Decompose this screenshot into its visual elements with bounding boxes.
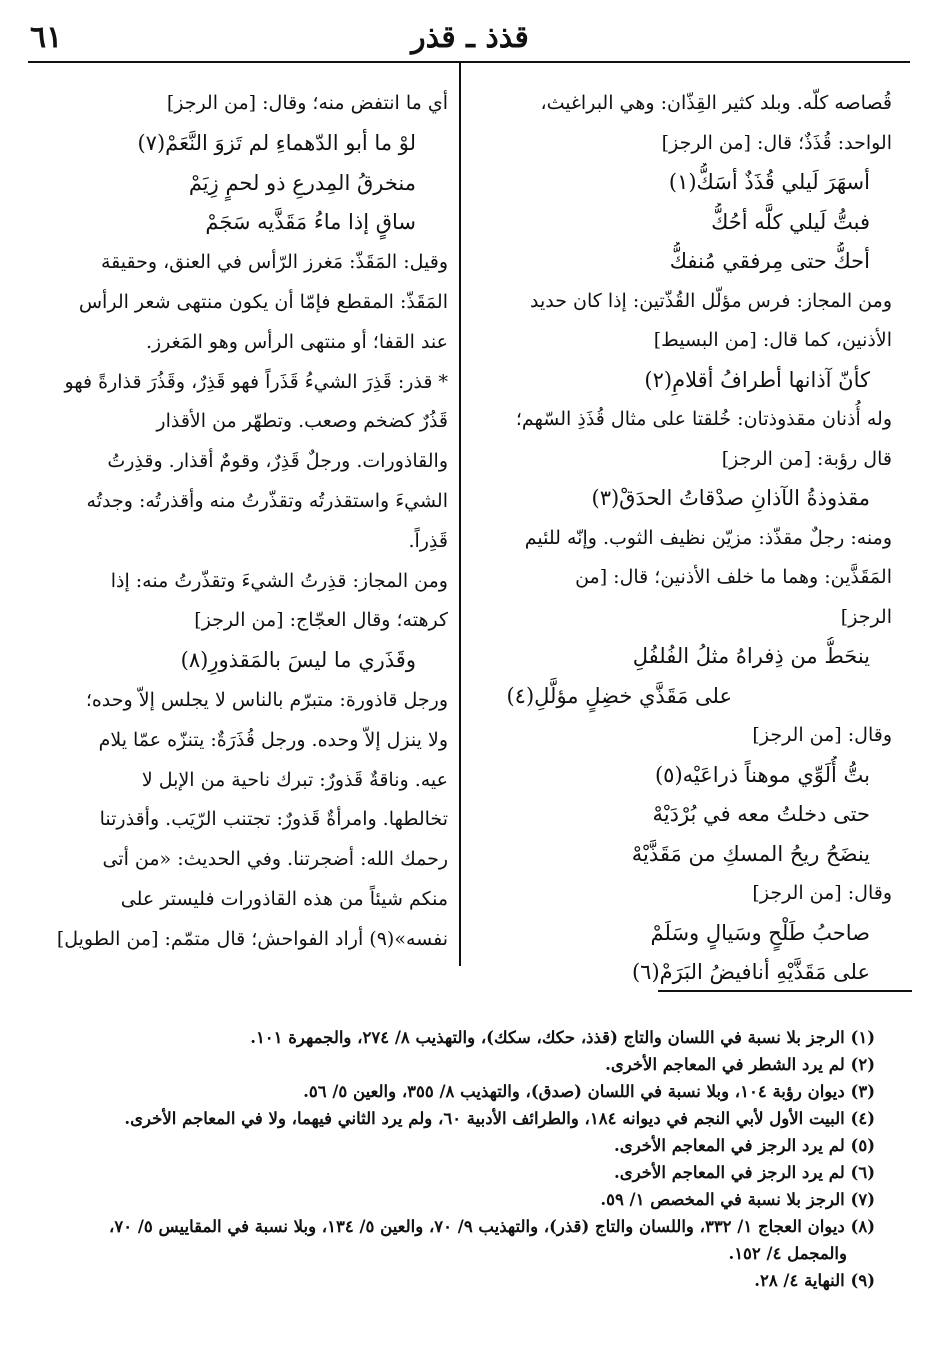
text-line: ومنه: رجلٌ مقذّذ: مزيّن نظيف الثوب. وإنّه للئيم [524,526,892,549]
text-line: الأذنين، كما قال: [من البسيط] [653,329,892,351]
footnote: (٣) ديوان رؤبة ١٠٤، وبلا نسبة في اللسان (صدق)، والتهذيب ٨/ ٣٥٥، والعين ٥/ ٥٦. [303,1082,875,1101]
verse-line: وقَذَري ما ليسَ بالمَقذورِ(٨) [180,648,416,673]
text-line: وقال: [من الرجز] [752,882,892,904]
footnote: (٦) لم يرد الرجز في المعاجم الأخرى. [614,1163,875,1182]
left-column [40,84,448,960]
text-line: رحمك الله: أضجرتنا. وفي الحديث: «من أتى [102,848,448,871]
text-line: قال رؤبة: [من الرجز] [721,447,892,470]
text-line: وقيل: المَقَذّ: مَغرز الرّأس في العنق، وحقيقة [100,251,448,274]
verse-line: صاحبُ طَلْحٍ وسَيالٍ وسَلَمْ [650,920,870,945]
verse-line: منخرقُ المِدرعِ ذو لحمٍ زِيَمْ [188,170,416,195]
text-line: عند القفا؛ أو منتهى الرأس وهو المَغرز. [145,330,448,353]
verse-line: مقذوذةُ الآذانِ صدْقاتُ الحدَقْ(٣) [591,486,870,510]
text-line: قَذُرٌ كضخم وصعب. وتطهّر من الأقذار [156,410,448,433]
page-header [30,16,910,60]
running-head: قذذ ـ قذر [411,20,529,55]
footnote: (٨) ديوان العجاج ١/ ٣٣٢، واللسان والتاج (قذر)، والتهذيب ٩/ ٧٠، والعين ٥/ ١٣٤، وبلا نسبة في المقاييس ٥/ ٧٠، [109,1217,875,1236]
footnote: (٤) البيت الأول لأبي النجم في ديوانه ١٨٤، والطرائف الأدبية ٦٠، ولم يرد الثاني فيهما، ولا في المعاجم الأخرى. [124,1109,875,1128]
verse-line: بتُّ أُلَوِّي موهناً ذراعَيْه(٥) [654,762,870,787]
text-line: المَقَذّ: المقطع فإمّا أن يكون منتهى شعر الرأس [78,290,448,313]
footnote-continuation: والمجمل ٤/ ١٥٢. [728,1244,847,1263]
right-column [476,84,892,993]
text-line: نفسه»(٩) أراد الفواحش؛ قال متمّم: [من الطويل] [56,927,448,950]
verse-line: حتى دخلتُ معه في بُرْدَيْهْ [652,802,870,826]
verse-line: ينحَطُّ من ذِفراهُ مثلُ الفُلفُلِ [632,644,870,668]
text-line: قَذِراً. [408,529,448,552]
text-line: وله أُذنان مقذوذتان: خُلقتا على مثال قُذَذِ السّهم؛ [515,408,892,430]
text-line: الرجز] [840,605,892,628]
text-line: أي ما انتفض منه؛ وقال: [من الرجز] [166,92,448,114]
verse-line: كأنّ آذانها أطرافُ أقلامِ(٢) [644,367,870,392]
header-rule [28,61,910,63]
column-divider [459,62,461,966]
text-line: ومن المجاز: فرس مؤلّل القُذّتين: إذا كان حديد [529,289,892,312]
verse-line: فبتُّ لَيلي كلَّه أحُكُّ [711,209,870,234]
verse-line: أحكُّ حتى مِرفقي مُنفكُّ [669,249,870,273]
verse-line: على مَقَذَّي خضِلٍ مؤلَّلِ(٤) [506,683,732,708]
text-line: المَقَذَّين: وهما ما خلف الأذنين؛ قال: [من [575,566,892,588]
text-line: ومن المجاز: قذِرتُ الشيءَ وتقذّرتُ منه: إذا [110,569,448,592]
text-line: عيه. وناقةٌ قَذورٌ: تبرك ناحية من الإبل لا [141,768,448,791]
footnote: (٧) الرجز بلا نسبة في المخصص ١/ ٥٩. [600,1190,875,1209]
footnote: (٥) لم يرد الرجز في المعاجم الأخرى. [614,1136,875,1155]
verse-line: ينضَحُ ريحُ المسكِ من مَقَذَّيْهْ [631,841,870,866]
text-line: الواحد: قُذَذٌ؛ قال: [من الرجز] [661,131,892,154]
text-line: الشيءَ واستقذرتُه وتقذّرتُ منه وأقذرتُه: وجدتُه [86,489,448,512]
text-line: قُصاصه كلّه. وبلد كثير القِذّان: وهي البراغيث، [540,92,892,114]
verse-line: ساقٍ إذا ماءُ مَقَذَّيه سَجَمْ [205,210,416,235]
entry-heading-line: * قذر: قَذِرَ الشيءُ قَذَراً فهو قَذِرٌ، وقَذُرَ قذارةً فهو [64,370,448,393]
verse-line: أسهَرَ لَيلي قُذَذٌ أسَكُّ(١) [668,170,870,194]
text-line: كرهته؛ وقال العجّاج: [من الرجز] [194,609,448,632]
text-line: ورجل قاذورة: متبرّم بالناس لا يجلس إلاّ وحده؛ [85,688,448,711]
footnote: (٢) لم يرد الشطر في المعاجم الأخرى. [605,1055,875,1074]
footnote-rule [658,990,912,992]
text-line: ولا ينزل إلاّ وحده. ورجل قُذَرَةٌ: يتنزّه عمّا يلام [98,728,448,751]
verse-line: لوْ ما أبو الدّهماءِ لم تَزوَ النَّعَمْ(٧) [137,130,416,155]
text-line: منكم شيئاً من هذه القاذورات فليستر على [120,887,448,910]
page-number: ٦١ [30,20,63,55]
footnotes [40,1024,875,1294]
footnote: (٩) النهاية ٤/ ٢٨. [754,1271,875,1290]
footnote: (١) الرجز بلا نسبة في اللسان والتاج (قذذ، حكك، سكك)، والتهذيب ٨/ ٢٧٤، والجمهرة ١٠١. [250,1028,875,1047]
verse-line: على مَقَذَّيْهِ أنافيضُ البَرَمْ(٦) [631,960,870,984]
text-line: والقاذورات. ورجلٌ قَذِرٌ، وقومٌ أقذار. وقذِرتُ [107,450,448,473]
text-line: وقال: [من الرجز] [752,724,892,746]
text-line: تخالطها. وامرأةٌ قَذورٌ: تجتنب الرّيَب. وأقذرتنا [99,808,448,831]
